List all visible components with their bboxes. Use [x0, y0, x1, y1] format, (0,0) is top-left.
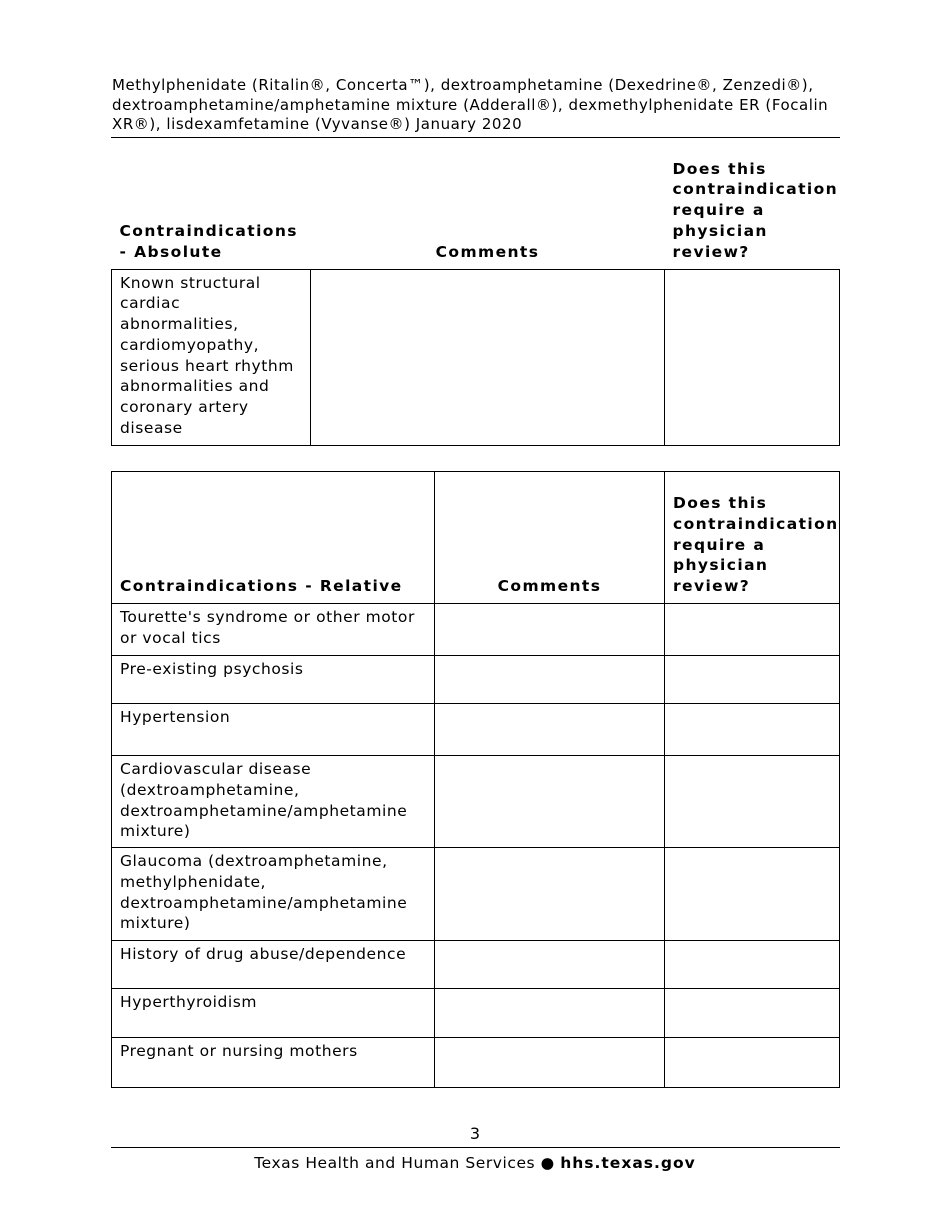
bullet-icon: ●	[540, 1154, 555, 1172]
column-header-comments: Comments	[435, 242, 540, 261]
contraindication-cell: Pre-existing psychosis	[112, 656, 435, 704]
table-row	[112, 656, 840, 704]
table-row	[112, 604, 840, 656]
relative-contraindications-table	[111, 471, 840, 1088]
review-cell[interactable]	[665, 1038, 840, 1088]
comments-cell[interactable]	[435, 604, 665, 656]
contraindication-cell: Glaucoma (dextroamphetamine, methylphenidate, dextroamphetamine/amphetamine mixture)	[112, 848, 435, 941]
review-cell[interactable]	[665, 269, 840, 445]
footer-divider	[111, 1147, 840, 1148]
review-cell[interactable]	[665, 656, 840, 704]
header-divider	[111, 137, 840, 138]
review-cell[interactable]	[665, 848, 840, 941]
review-cell[interactable]	[665, 756, 840, 848]
review-cell[interactable]	[665, 604, 840, 656]
absolute-contraindications-table	[111, 158, 840, 446]
comments-cell[interactable]	[435, 656, 665, 704]
column-header-contraindication: Contraindications - Absolute	[119, 221, 298, 261]
contraindication-cell: Hypertension	[112, 704, 435, 756]
footer-agency: Texas Health and Human Services	[254, 1154, 536, 1172]
footer-website-link[interactable]: hhs.texas.gov	[560, 1154, 696, 1172]
comments-cell[interactable]	[435, 1038, 665, 1088]
table-row	[112, 989, 840, 1038]
table-row	[112, 756, 840, 848]
table-row	[112, 704, 840, 756]
page-footer	[0, 1154, 950, 1172]
review-cell[interactable]	[665, 704, 840, 756]
comments-cell[interactable]	[311, 269, 665, 445]
comments-cell[interactable]	[435, 989, 665, 1038]
comments-cell[interactable]	[435, 848, 665, 941]
contraindication-cell: Known structural cardiac abnormalities, cardiomyopathy, serious heart rhythm abnormalities and coronary artery disease	[112, 269, 311, 445]
contraindication-cell: Tourette's syndrome or other motor or vocal tics	[112, 604, 435, 656]
contraindication-cell: Pregnant or nursing mothers	[112, 1038, 435, 1088]
column-header-review: Does this contraindication require a physician review?	[665, 472, 840, 604]
column-header-contraindication: Contraindications - Relative	[112, 472, 435, 604]
column-header-comments: Comments	[435, 472, 665, 604]
comments-cell[interactable]	[435, 704, 665, 756]
review-cell[interactable]	[665, 941, 840, 989]
table-row	[112, 848, 840, 941]
column-header-review: Does this contraindication require a physician review?	[672, 159, 839, 261]
comments-cell[interactable]	[435, 941, 665, 989]
contraindication-cell: Hyperthyroidism	[112, 989, 435, 1038]
document-header: Methylphenidate (Ritalin®, Concerta™), dextroamphetamine (Dexedrine®, Zenzedi®), dextroamphetamine/amphetamine mixture (Adderall®), dexmethylphenidate ER (Focalin XR®), lisdexamfetamine (Vyvanse®) January 2020	[112, 76, 829, 133]
table-row	[112, 941, 840, 989]
contraindication-cell: History of drug abuse/dependence	[112, 941, 435, 989]
page-number: 3	[469, 1124, 481, 1143]
table-row	[112, 269, 840, 445]
review-cell[interactable]	[665, 989, 840, 1038]
comments-cell[interactable]	[435, 756, 665, 848]
table-row	[112, 1038, 840, 1088]
contraindication-cell: Cardiovascular disease (dextroamphetamine, dextroamphetamine/amphetamine mixture)	[112, 756, 435, 848]
